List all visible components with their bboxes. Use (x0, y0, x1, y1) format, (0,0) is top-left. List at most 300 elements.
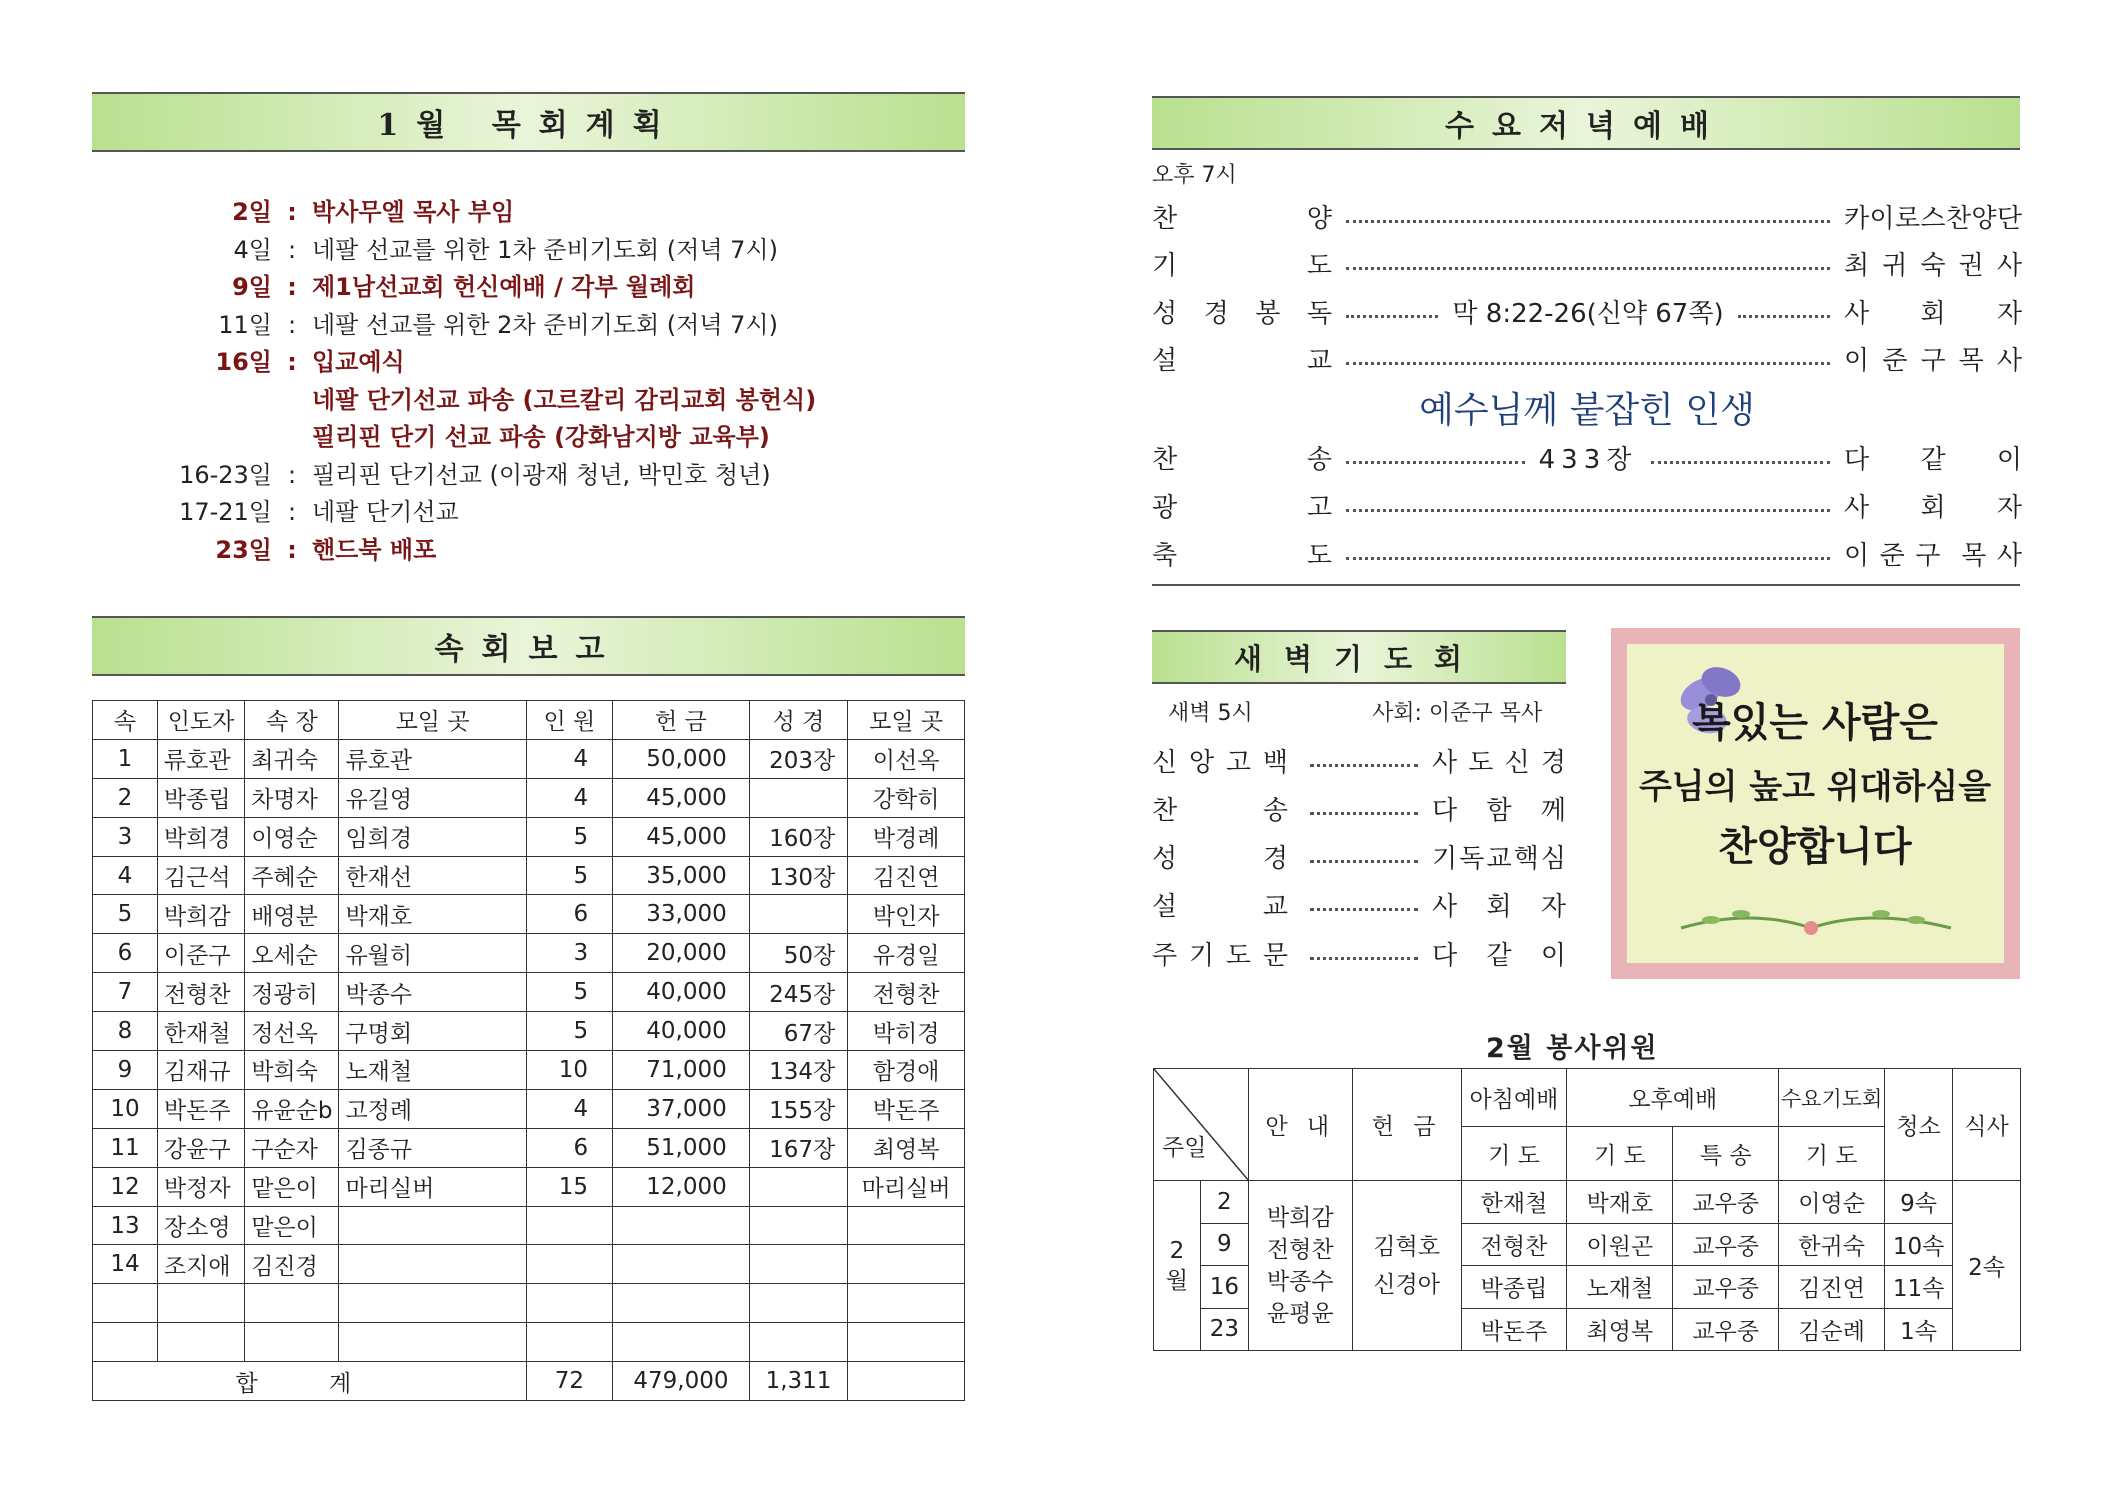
table-cell: 155장 (749, 1089, 847, 1128)
table-cell: 40,000 (613, 973, 750, 1012)
schedule-colon: : (287, 235, 297, 264)
table-cell: 5 (526, 856, 612, 895)
table-cell (749, 1245, 847, 1284)
card-line-1: 복있는 사람은 (1692, 700, 1938, 746)
diagonal-line (1154, 1069, 1249, 1181)
report-col-header: 인도자 (157, 701, 244, 740)
order-label: 설 교 (1152, 345, 1332, 376)
table-cell: 4 (526, 1089, 612, 1128)
table-cell (339, 1245, 526, 1284)
schedule-date: 16일 (215, 348, 272, 376)
order-label: 신 앙 고 백 (1152, 747, 1288, 778)
table-cell: 배영분 (245, 895, 339, 934)
service-sub-wed-prayer: 기 도 (1779, 1127, 1885, 1181)
order-label: 성 경 (1152, 843, 1288, 874)
leader-dots (1346, 509, 1830, 512)
report-header-row (93, 701, 965, 740)
card-line-3: 찬양합니다 (1718, 824, 1912, 870)
table-cell: 5 (526, 817, 612, 856)
table-cell (93, 1284, 158, 1323)
table-cell: 오세순 (245, 934, 339, 973)
table-cell: 45,000 (613, 778, 750, 817)
table-cell: 203장 (749, 739, 847, 778)
leader-dots (1310, 908, 1418, 911)
service-h-morning: 아침예배 (1461, 1069, 1567, 1127)
dawn-host: 사회: 이준구 목사 (1372, 701, 1543, 726)
leader-dots (1346, 362, 1830, 365)
order-value: 다 같 이 (1844, 444, 2022, 475)
table-row (93, 1284, 965, 1323)
schedule-text: 네팔 단기선교 파송 (고르칼리 감리교회 봉헌식) (312, 385, 817, 414)
service-sub-afternoon-prayer: 기 도 (1567, 1127, 1673, 1181)
schedule-date (100, 419, 272, 457)
schedule-text: 제1남선교회 헌신예배 / 각부 월례회 (312, 273, 696, 301)
schedule-item (100, 494, 940, 532)
table-cell (613, 1245, 750, 1284)
order-label: 성 경 봉 독 (1152, 298, 1332, 329)
table-cell: 유경일 (848, 934, 965, 973)
table-cell: 5 (526, 973, 612, 1012)
table-cell: 이준구 (157, 934, 244, 973)
service-guides (1248, 1181, 1352, 1351)
service-morning: 박돈주 (1461, 1308, 1567, 1351)
service-wed: 한귀숙 (1779, 1223, 1885, 1266)
table-cell: 박희감 (157, 895, 244, 934)
service-month: 2 월 (1154, 1181, 1201, 1351)
schedule-item (100, 232, 940, 270)
wednesday-order-row (1152, 533, 2022, 573)
service-day: 16 (1200, 1266, 1248, 1309)
table-cell: 4 (526, 778, 612, 817)
service-special: 교우중 (1673, 1308, 1779, 1351)
leader-dots (1651, 461, 1830, 464)
total-bible: 1,311 (749, 1362, 847, 1401)
report-table (92, 700, 965, 1401)
wednesday-order-row (1152, 485, 2022, 525)
service-clean: 11속 (1885, 1266, 1953, 1309)
table-cell: 박종립 (157, 778, 244, 817)
report-title: 속회보고 (434, 632, 623, 667)
table-cell (613, 1284, 750, 1323)
report-col-header: 성 경 (749, 701, 847, 740)
schedule-colon: : (287, 348, 297, 376)
order-label: 주 기 도 문 (1152, 940, 1288, 971)
table-cell: 5 (526, 1012, 612, 1051)
table-cell: 14 (93, 1245, 158, 1284)
table-cell (749, 1284, 847, 1323)
schedule-colon: : (287, 273, 297, 301)
table-cell: 3 (93, 817, 158, 856)
schedule-item (100, 382, 940, 420)
wednesday-bottom-rule (1152, 584, 2020, 586)
service-day: 2 (1200, 1181, 1248, 1224)
table-cell: 이영순 (245, 817, 339, 856)
schedule-item (100, 457, 940, 495)
table-cell (749, 1206, 847, 1245)
table-cell: 15 (526, 1167, 612, 1206)
table-row (93, 1206, 965, 1245)
guide-name: 박종수 (1266, 1268, 1334, 1295)
table-row (93, 739, 965, 778)
table-cell: 134장 (749, 1051, 847, 1090)
sermon-title: 예수님께 붙잡힌 인생 (1419, 390, 1755, 431)
table-cell: 6 (526, 1128, 612, 1167)
table-row (93, 856, 965, 895)
leader-dots (1310, 860, 1418, 863)
schedule-colon (272, 419, 312, 457)
table-cell: 박정자 (157, 1167, 244, 1206)
table-cell (749, 778, 847, 817)
schedule-item (100, 194, 940, 232)
leader-dots (1310, 812, 1418, 815)
guide-name: 박희감 (1266, 1204, 1334, 1231)
order-value: 이 준 구 목 사 (1844, 540, 2022, 571)
table-cell: 강윤구 (157, 1128, 244, 1167)
table-cell: 김재규 (157, 1051, 244, 1090)
order-value: 다 같 이 (1432, 940, 1566, 971)
schedule-item (100, 532, 940, 570)
report-col-header: 속 (93, 701, 158, 740)
table-cell: 6 (526, 895, 612, 934)
table-row (93, 1167, 965, 1206)
table-cell: 20,000 (613, 934, 750, 973)
table-cell (848, 1245, 965, 1284)
order-value: 다 함 께 (1432, 795, 1566, 826)
table-cell: 160장 (749, 817, 847, 856)
table-cell (157, 1323, 244, 1362)
table-cell: 67장 (749, 1012, 847, 1051)
table-cell (157, 1284, 244, 1323)
order-value: 사 회 자 (1844, 298, 2022, 329)
table-cell: 4 (93, 856, 158, 895)
service-wed: 김순례 (1779, 1308, 1885, 1351)
table-cell: 유월히 (339, 934, 526, 973)
table-cell: 이선옥 (848, 739, 965, 778)
table-cell (749, 895, 847, 934)
table-cell (339, 1323, 526, 1362)
table-cell: 6 (93, 934, 158, 973)
table-cell: 박인자 (848, 895, 965, 934)
order-value: 카 이 로 스 찬 양 단 (1844, 203, 2022, 234)
service-aft-prayer: 최영복 (1567, 1308, 1673, 1351)
service-morning: 전형찬 (1461, 1223, 1567, 1266)
leader-dots (1346, 461, 1525, 464)
schedule-colon: : (287, 498, 297, 526)
table-cell: 한재철 (157, 1012, 244, 1051)
schedule-date: 2일 (232, 198, 272, 226)
table-cell (749, 1323, 847, 1362)
guide-name: 전형찬 (1266, 1236, 1334, 1263)
table-cell: 9 (93, 1051, 158, 1090)
leader-dots (1346, 220, 1830, 223)
offering-name: 김혁호 (1373, 1233, 1440, 1260)
order-mid: 433장 (1538, 444, 1638, 475)
table-cell: 50,000 (613, 739, 750, 778)
wednesday-order-row (1152, 291, 2022, 331)
table-cell: 김근석 (157, 856, 244, 895)
table-cell: 주혜순 (245, 856, 339, 895)
order-value: 기 독 교 핵 심 (1432, 843, 1566, 874)
order-label: 찬 양 (1152, 203, 1332, 234)
table-cell: 고정례 (339, 1089, 526, 1128)
wednesday-title: 수요저녁예배 (1445, 109, 1727, 144)
table-cell: 10 (93, 1089, 158, 1128)
schedule-list (100, 194, 940, 569)
service-h-meal: 식사 (1953, 1069, 2021, 1181)
schedule-item (100, 344, 940, 382)
schedule-date: 17-21일 (179, 498, 272, 526)
table-cell: 5 (93, 895, 158, 934)
total-offering: 479,000 (613, 1362, 750, 1401)
table-cell: 박재호 (339, 895, 526, 934)
schedule-text: 박사무엘 목사 부임 (312, 198, 515, 226)
schedule-text: 필리핀 단기선교 (이광재 청년, 박민호 청년) (312, 460, 771, 489)
table-cell: 박희경 (157, 817, 244, 856)
table-cell: 8 (93, 1012, 158, 1051)
table-cell: 11 (93, 1128, 158, 1167)
dawn-order-row (1152, 836, 1566, 876)
schedule-item (100, 269, 940, 307)
schedule-text: 입교예식 (312, 348, 405, 376)
leader-dots (1346, 267, 1830, 270)
verse-card (1611, 628, 2020, 979)
service-special: 교우중 (1673, 1266, 1779, 1309)
table-cell: 박경례 (848, 817, 965, 856)
table-cell (848, 1284, 965, 1323)
table-cell: 강학히 (848, 778, 965, 817)
wednesday-header (1152, 96, 2020, 150)
order-label: 찬 송 (1152, 795, 1288, 826)
table-cell: 1 (93, 739, 158, 778)
report-col-header: 속 장 (245, 701, 339, 740)
dawn-order-row (1152, 933, 1566, 973)
schedule-date (100, 382, 272, 420)
table-cell: 박희숙 (245, 1051, 339, 1090)
order-mid: 막 8:22-26(신약 67쪽) (1452, 298, 1724, 329)
table-cell: 맡은이 (245, 1206, 339, 1245)
table-cell (245, 1284, 339, 1323)
table-cell: 7 (93, 973, 158, 1012)
card-line-2: 주님의 높고 위대하심을 (1638, 767, 1992, 807)
leader-dots (1346, 557, 1830, 560)
table-cell: 박돈주 (157, 1089, 244, 1128)
table-cell: 130장 (749, 856, 847, 895)
table-cell (93, 1323, 158, 1362)
table-cell: 167장 (749, 1128, 847, 1167)
table-cell: 51,000 (613, 1128, 750, 1167)
table-cell: 전형찬 (848, 973, 965, 1012)
table-cell: 류호관 (339, 739, 526, 778)
order-value: 이 준 구 목 사 (1844, 345, 2022, 376)
service-morning: 한재철 (1461, 1181, 1567, 1224)
service-special: 교우중 (1673, 1223, 1779, 1266)
table-cell (848, 1323, 965, 1362)
table-cell: 유윤순b (245, 1089, 339, 1128)
table-cell (613, 1206, 750, 1245)
table-cell: 71,000 (613, 1051, 750, 1090)
order-value: 사 회 자 (1432, 891, 1566, 922)
report-col-header: 모일 곳 (848, 701, 965, 740)
table-cell: 김진연 (848, 856, 965, 895)
dawn-order-row (1152, 740, 1566, 780)
dawn-header (1152, 630, 1566, 684)
schedule-text: 네팔 선교를 위한 1차 준비기도회 (저녁 7시) (312, 235, 778, 264)
table-cell: 구명회 (339, 1012, 526, 1051)
service-morning: 박종립 (1461, 1266, 1567, 1309)
table-cell: 3 (526, 934, 612, 973)
report-col-header: 인 원 (526, 701, 612, 740)
service-wed: 김진연 (1779, 1266, 1885, 1309)
table-row (93, 817, 965, 856)
table-cell: 임희경 (339, 817, 526, 856)
report-header (92, 616, 965, 676)
service-h-guide: 안 내 (1248, 1069, 1352, 1181)
table-cell: 김진경 (245, 1245, 339, 1284)
service-aft-prayer: 이원곤 (1567, 1223, 1673, 1266)
table-cell: 33,000 (613, 895, 750, 934)
table-cell: 마리실버 (339, 1167, 526, 1206)
total-label: 합 계 (93, 1362, 527, 1401)
table-row (93, 895, 965, 934)
wednesday-order-row (1152, 196, 2022, 236)
wednesday-time: 오후 7시 (1152, 163, 1237, 188)
table-cell: 4 (526, 739, 612, 778)
order-label: 축 도 (1152, 540, 1332, 571)
table-row (93, 1323, 965, 1362)
table-cell: 마리실버 (848, 1167, 965, 1206)
table-cell (526, 1323, 612, 1362)
schedule-header (92, 92, 965, 152)
schedule-item (100, 419, 940, 457)
table-row (93, 1245, 965, 1284)
service-h-clean: 청소 (1885, 1069, 1953, 1181)
service-meal: 2속 (1953, 1181, 2021, 1351)
total-people: 72 (526, 1362, 612, 1401)
schedule-colon: : (287, 535, 297, 564)
table-cell (526, 1245, 612, 1284)
table-cell: 함경애 (848, 1051, 965, 1090)
table-row (93, 1089, 965, 1128)
service-day: 23 (1200, 1308, 1248, 1351)
report-total-row (93, 1362, 965, 1401)
service-sub-special: 특 송 (1673, 1127, 1779, 1181)
table-cell (526, 1206, 612, 1245)
table-cell: 유길영 (339, 778, 526, 817)
table-cell: 전형찬 (157, 973, 244, 1012)
service-clean: 1속 (1885, 1308, 1953, 1351)
schedule-text: 네팔 단기선교 (312, 498, 459, 526)
order-label: 광 고 (1152, 492, 1332, 523)
leader-dots (1310, 957, 1418, 960)
schedule-date: 4일 (233, 235, 272, 264)
leader-dots (1310, 764, 1418, 767)
order-value: 최 귀 숙 권 사 (1844, 250, 2022, 281)
table-cell: 10 (526, 1051, 612, 1090)
order-label: 기 도 (1152, 250, 1332, 281)
schedule-colon: : (287, 460, 297, 489)
service-table (1153, 1068, 2021, 1351)
table-row (93, 1128, 965, 1167)
service-aft-prayer: 박재호 (1567, 1181, 1673, 1224)
schedule-text: 필리핀 단기 선교 파송 (강화남지방 교육부) (312, 423, 770, 451)
table-row (93, 1012, 965, 1051)
service-wed: 이영순 (1779, 1181, 1885, 1224)
table-cell: 박돈주 (848, 1089, 965, 1128)
schedule-date: 9일 (232, 273, 272, 301)
leader-dots (1346, 315, 1438, 318)
service-h-afternoon: 오후예배 (1567, 1069, 1779, 1127)
schedule-title: 1월 목회계획 (377, 108, 680, 143)
dawn-order-row (1152, 788, 1566, 828)
report-col-header: 헌 금 (613, 701, 750, 740)
service-offering (1352, 1181, 1461, 1351)
table-cell: 최영복 (848, 1128, 965, 1167)
table-row (93, 973, 965, 1012)
table-cell: 박종수 (339, 973, 526, 1012)
table-row (93, 778, 965, 817)
table-cell: 차명자 (245, 778, 339, 817)
service-day: 9 (1200, 1223, 1248, 1266)
service-title: 2월 봉사위원 (1486, 1033, 1659, 1064)
table-cell: 조지애 (157, 1245, 244, 1284)
table-cell (245, 1323, 339, 1362)
table-cell: 40,000 (613, 1012, 750, 1051)
service-clean: 10속 (1885, 1223, 1953, 1266)
table-row (93, 1051, 965, 1090)
order-label: 설 교 (1152, 891, 1288, 922)
table-cell (339, 1206, 526, 1245)
table-cell (526, 1284, 612, 1323)
schedule-date: 23일 (215, 535, 272, 564)
table-cell: 37,000 (613, 1089, 750, 1128)
table-cell: 박히경 (848, 1012, 965, 1051)
table-cell (613, 1323, 750, 1362)
table-cell: 50장 (749, 934, 847, 973)
dawn-order-row (1152, 884, 1566, 924)
dawn-time: 새벽 5시 (1168, 701, 1253, 726)
table-cell (749, 1167, 847, 1206)
service-corner-cell (1154, 1069, 1249, 1181)
service-sub-morning-prayer: 기 도 (1461, 1127, 1567, 1181)
schedule-date: 11일 (218, 310, 272, 339)
schedule-colon: : (287, 310, 297, 339)
table-cell (339, 1284, 526, 1323)
table-cell: 장소영 (157, 1206, 244, 1245)
schedule-item (100, 307, 940, 345)
order-label: 찬 송 (1152, 444, 1332, 475)
schedule-colon: : (287, 198, 297, 226)
order-value: 사 회 자 (1844, 492, 2022, 523)
schedule-text: 네팔 선교를 위한 2차 준비기도회 (저녁 7시) (312, 310, 778, 339)
wednesday-order-row (1152, 243, 2022, 283)
table-cell: 정광히 (245, 973, 339, 1012)
wednesday-order-row (1152, 437, 2022, 477)
dawn-title: 새벽기도회 (1233, 641, 1485, 676)
leader-dots (1738, 315, 1830, 318)
total-empty (848, 1362, 965, 1401)
service-clean: 9속 (1885, 1181, 1953, 1224)
table-cell: 류호관 (157, 739, 244, 778)
table-cell: 최귀숙 (245, 739, 339, 778)
offering-name: 신경아 (1373, 1271, 1440, 1298)
schedule-date: 16-23일 (179, 460, 272, 489)
table-cell: 2 (93, 778, 158, 817)
table-cell: 45,000 (613, 817, 750, 856)
table-cell: 35,000 (613, 856, 750, 895)
table-row (93, 934, 965, 973)
service-aft-prayer: 노재철 (1567, 1266, 1673, 1309)
table-cell: 12 (93, 1167, 158, 1206)
